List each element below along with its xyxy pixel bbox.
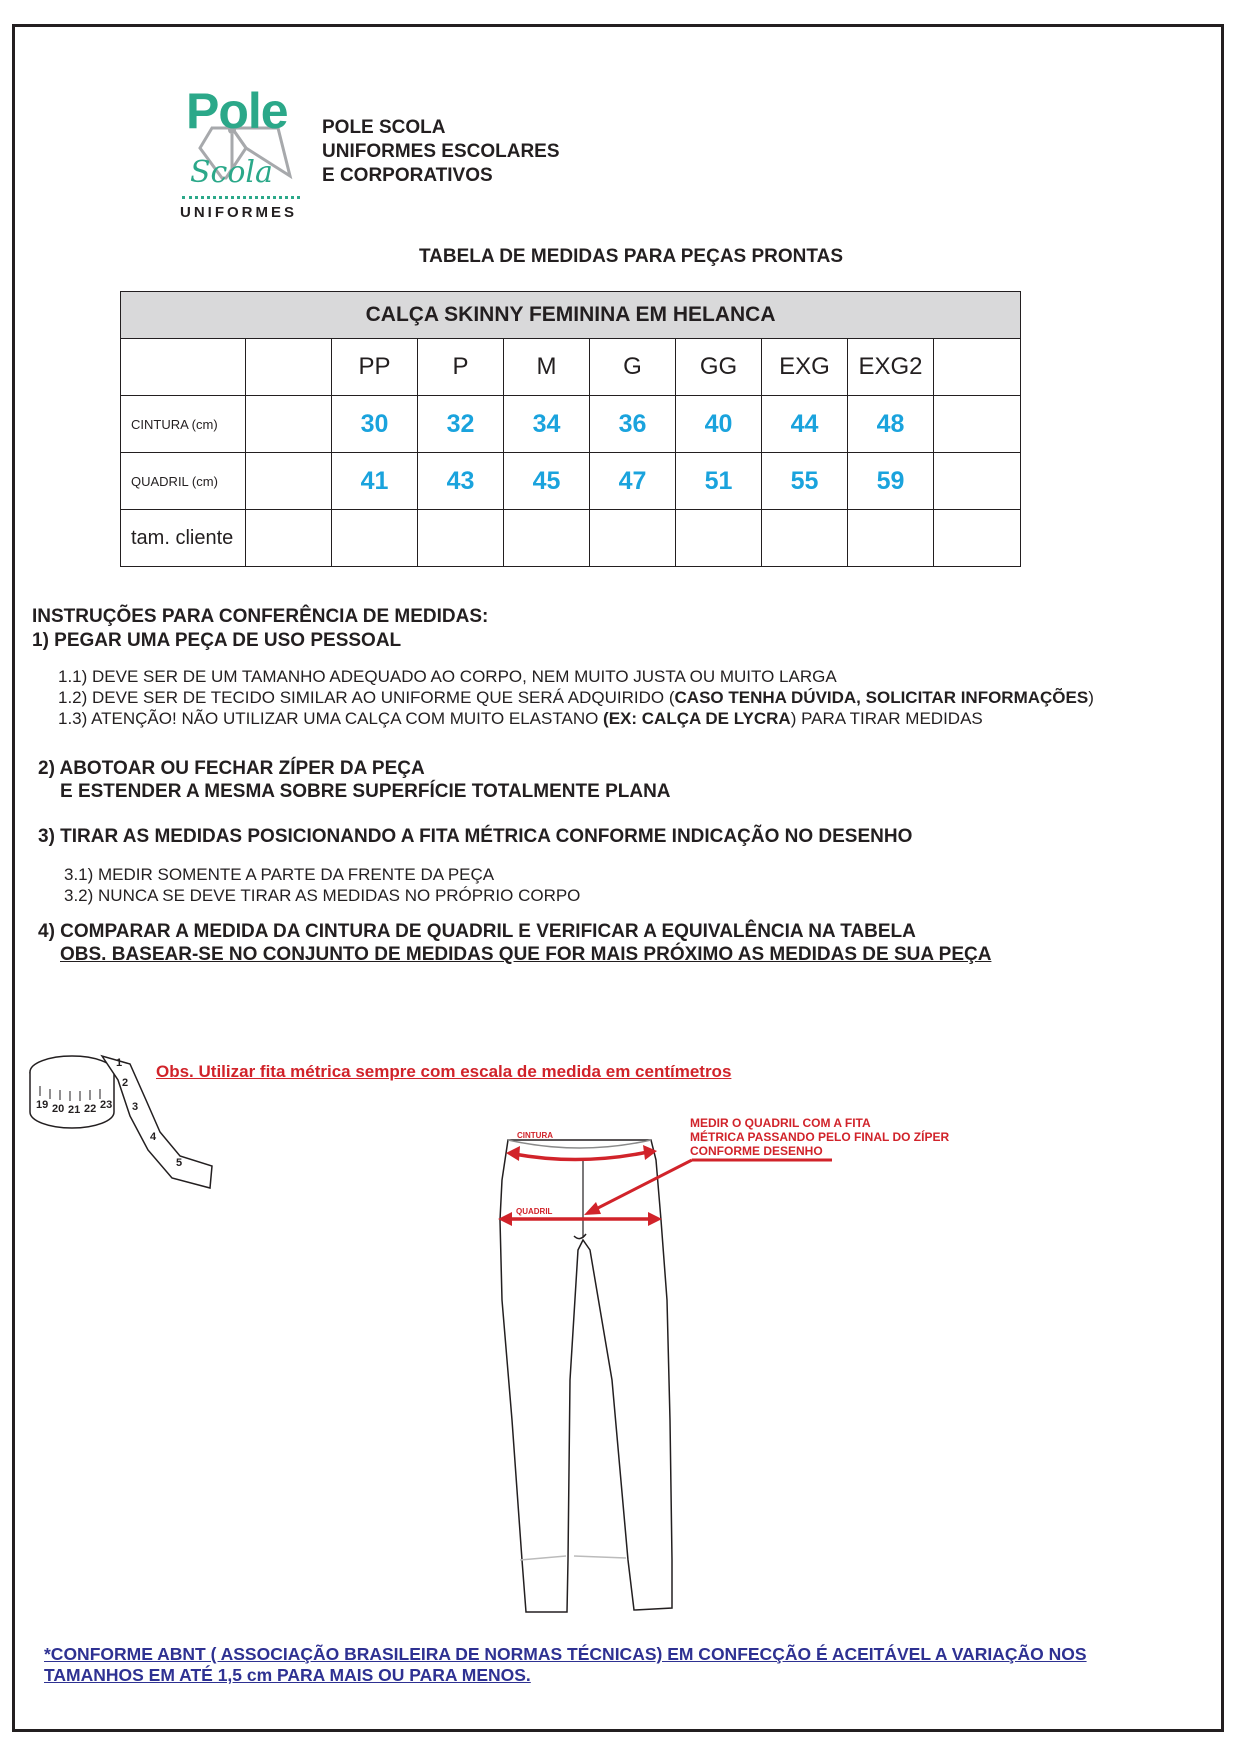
step-1-2: 1.2) DEVE SER DE TECIDO SIMILAR AO UNIFORME QUE SERÁ ADQUIRIDO (CASO TENHA DÚVIDA, SOLICITAR INFORMAÇÕES) (58, 688, 1094, 707)
tape-number: 4 (150, 1131, 157, 1143)
size-header: EXG2 (848, 339, 934, 396)
diagram-instruction-line: MÉTRICA PASSANDO PELO FINAL DO ZÍPER (690, 1130, 950, 1144)
step-3: 3) TIRAR AS MEDIDAS POSICIONANDO A FITA MÉTRICA CONFORME INDICAÇÃO NO DESENHO (38, 826, 913, 847)
measure-value: 55 (762, 453, 848, 510)
measure-value: 48 (848, 396, 934, 453)
logo-wordmark: Pole (186, 83, 288, 139)
step-4: 4) COMPARAR A MEDIDA DA CINTURA DE QUADRIL E VERIFICAR A EQUIVALÊNCIA NA TABELA (38, 921, 916, 942)
size-header: M (504, 339, 590, 396)
tape-number: 5 (176, 1157, 183, 1169)
company-line-2: UNIFORMES ESCOLARES (322, 141, 560, 162)
logo-subtitle: UNIFORMES (180, 204, 297, 221)
measure-value: 47 (590, 453, 676, 510)
measure-value: 30 (332, 396, 418, 453)
size-header: GG (676, 339, 762, 396)
abnt-footnote (44, 1644, 1087, 1686)
company-line-3: E CORPORATIVOS (322, 165, 493, 186)
footnote-line: TAMANHOS EM ATÉ 1,5 cm PARA MAIS OU PARA MENOS. (44, 1665, 531, 1685)
size-header: G (590, 339, 676, 396)
diagram-instruction-line: MEDIR O QUADRIL COM A FITA (690, 1116, 871, 1130)
measure-value: 32 (418, 396, 504, 453)
tape-number: 19 (36, 1099, 49, 1111)
step-3-1: 3.1) MEDIR SOMENTE A PARTE DA FRENTE DA PEÇA (64, 865, 495, 884)
company-line-1: POLE SCOLA (322, 117, 446, 138)
measure-value: 51 (676, 453, 762, 510)
diagram-instruction (690, 1116, 949, 1158)
measure-value: 45 (504, 453, 590, 510)
step-2: 2) ABOTOAR OU FECHAR ZÍPER DA PEÇA (38, 758, 425, 779)
step-1-1: 1.1) DEVE SER DE UM TAMANHO ADEQUADO AO CORPO, NEM MUITO JUSTA OU MUITO LARGA (58, 667, 837, 686)
row-label: tam. cliente (121, 510, 246, 567)
waist-label: CINTURA (517, 1131, 553, 1140)
tape-number: 2 (122, 1077, 129, 1089)
step-3-2: 3.2) NUNCA SE DEVE TIRAR AS MEDIDAS NO PRÓPRIO CORPO (64, 886, 581, 905)
size-header: EXG (762, 339, 848, 396)
step-1-3: 1.3) ATENÇÃO! NÃO UTILIZAR UMA CALÇA COM MUITO ELASTANO (EX: CALÇA DE LYCRA) PARA TIRAR MEDIDAS (58, 709, 983, 728)
step-2-continued: E ESTENDER A MESMA SOBRE SUPERFÍCIE TOTALMENTE PLANA (60, 781, 671, 802)
pointer-arrow (584, 1160, 832, 1215)
step-1: 1) PEGAR UMA PEÇA DE USO PESSOAL (32, 630, 402, 651)
size-header: PP (332, 339, 418, 396)
step-4-obs: OBS. BASEAR-SE NO CONJUNTO DE MEDIDAS QUE FOR MAIS PRÓXIMO AS MEDIDAS DE SUA PEÇA (60, 944, 992, 965)
row-label: QUADRIL (cm) (121, 453, 246, 510)
tape-number: 22 (84, 1103, 97, 1115)
logo-script: Scola (190, 155, 273, 190)
footnote-line: *CONFORME ABNT ( ASSOCIAÇÃO BRASILEIRA DE NORMAS TÉCNICAS) EM CONFECÇÃO É ACEITÁVEL A VARIAÇÃO NOS (44, 1644, 1087, 1664)
row-label: CINTURA (cm) (121, 396, 246, 453)
measure-value: 41 (332, 453, 418, 510)
table-caption: CALÇA SKINNY FEMININA EM HELANCA (121, 292, 1021, 339)
tape-number: 20 (52, 1103, 65, 1115)
hip-label: QUADRIL (516, 1207, 553, 1216)
tape-number: 3 (132, 1101, 139, 1113)
measure-value: 43 (418, 453, 504, 510)
instructions-heading: INSTRUÇÕES PARA CONFERÊNCIA DE MEDIDAS: (32, 606, 489, 627)
measure-value: 59 (848, 453, 934, 510)
measure-value: 36 (590, 396, 676, 453)
tape-number: 21 (68, 1104, 81, 1116)
diagram-instruction-line: CONFORME DESENHO (690, 1144, 823, 1158)
tape-number: 1 (116, 1057, 123, 1069)
measure-value: 34 (504, 396, 590, 453)
table-title: TABELA DE MEDIDAS PARA PEÇAS PRONTAS (418, 246, 843, 267)
tape-number: 23 (100, 1099, 113, 1111)
measure-value: 44 (762, 396, 848, 453)
size-header: P (418, 339, 504, 396)
tape-note: Obs. Utilizar fita métrica sempre com escala de medida em centímetros (156, 1062, 732, 1081)
measure-value: 40 (676, 396, 762, 453)
